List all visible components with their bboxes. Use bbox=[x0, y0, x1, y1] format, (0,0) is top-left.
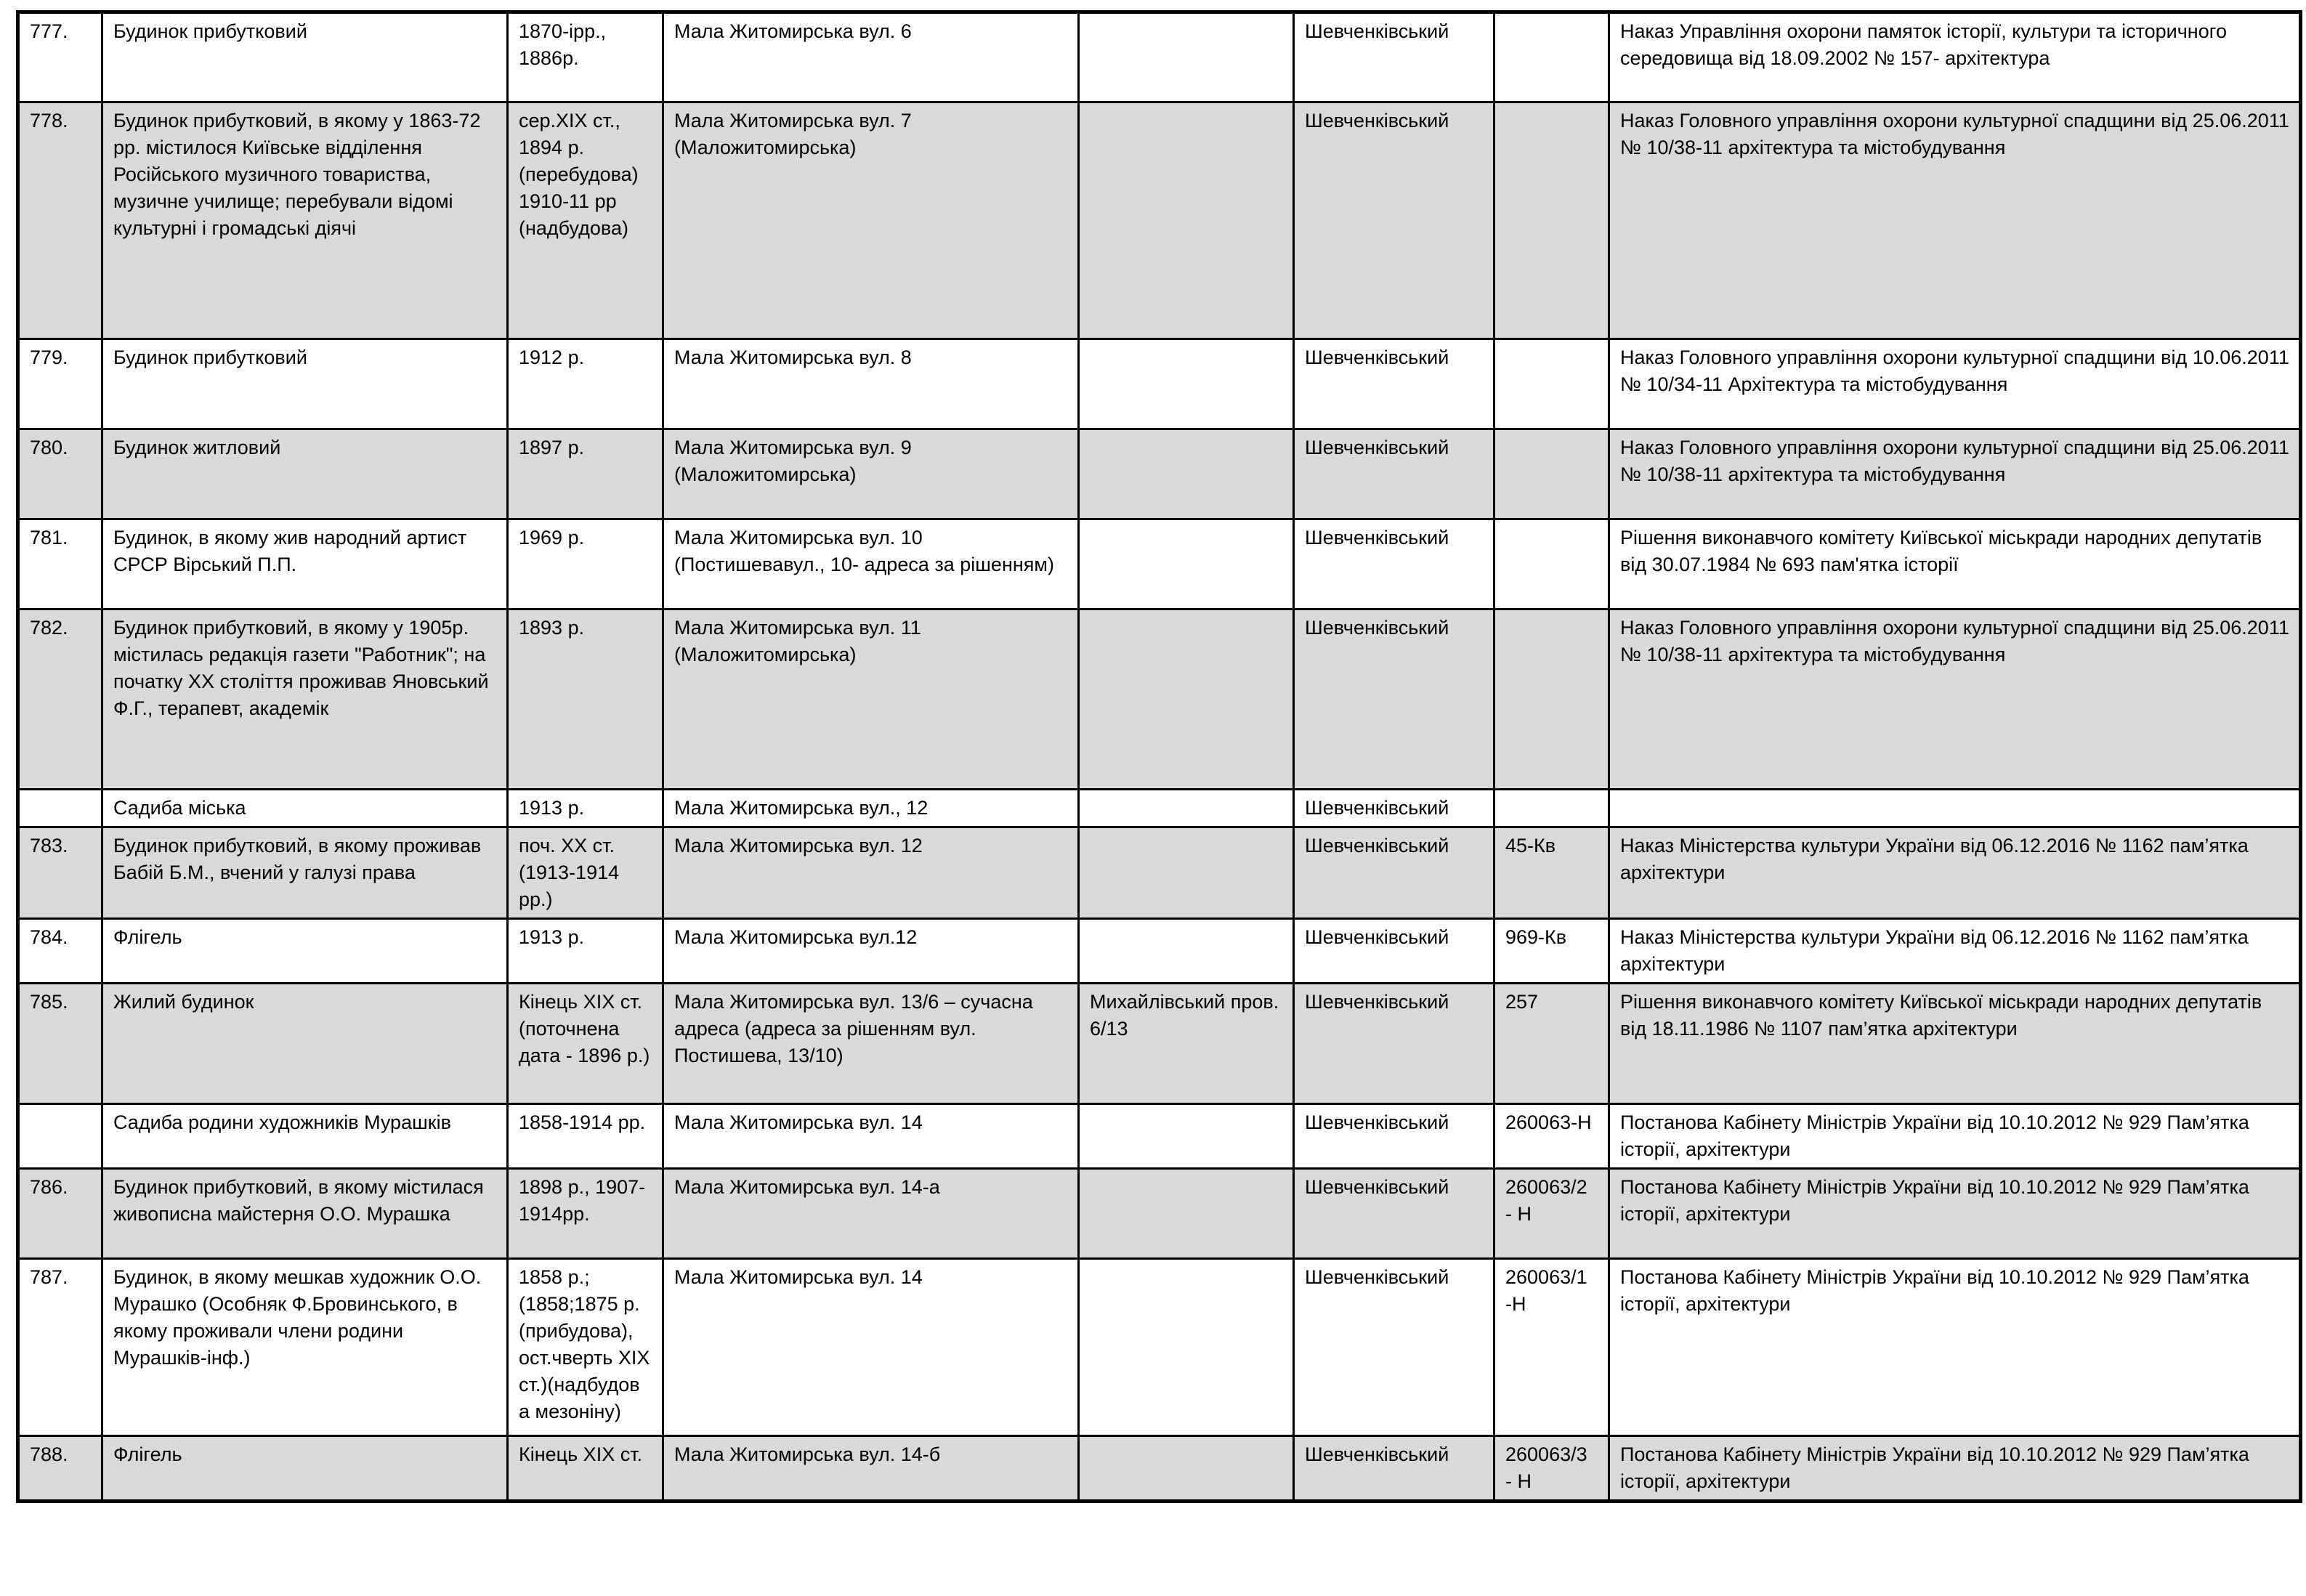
object-name: Садиба родини художників Мурашків bbox=[102, 1104, 508, 1169]
protection-code bbox=[1494, 609, 1609, 790]
table-row bbox=[18, 12, 2301, 102]
alt-address-cell: Михайлівський пров. 6/13 bbox=[1079, 984, 1294, 1104]
row-number bbox=[18, 1104, 102, 1169]
protection-code: 260063/2 - Н bbox=[1494, 1169, 1609, 1259]
row-number: 782. bbox=[18, 609, 102, 790]
object-name: Садиба міська bbox=[102, 790, 508, 827]
address-cell: Мала Житомирська вул. 13/6 – сучасна адреса (адреса за рішенням вул. Постишева, 13/10) bbox=[663, 984, 1079, 1104]
alt-address-cell bbox=[1079, 12, 1294, 102]
alt-address-cell bbox=[1079, 102, 1294, 339]
district-cell: Шевченківський bbox=[1294, 429, 1494, 519]
object-name: Будинок прибутковий, в якому у 1863-72 рр. містилося Київське відділення Російського музичного товариства, музичне училище; перебували відомі культурні і громадські діячі bbox=[102, 102, 508, 339]
table-row bbox=[18, 919, 2301, 984]
legal-document: Наказ Головного управління охорони культурної спадщини від 25.06.2011 № 10/38-11 архітектура та містобудування bbox=[1609, 609, 2301, 790]
legal-document: Наказ Міністерства культури України від 06.12.2016 № 1162 пам’ятка архітектури bbox=[1609, 827, 2301, 919]
object-name: Флігель bbox=[102, 1436, 508, 1502]
alt-address-cell bbox=[1079, 339, 1294, 429]
alt-address-cell bbox=[1079, 827, 1294, 919]
alt-address-cell bbox=[1079, 519, 1294, 609]
address-cell: Мала Житомирська вул. 10 (Постишевавул., 10- адреса за рішенням) bbox=[663, 519, 1079, 609]
table-row bbox=[18, 790, 2301, 827]
row-number: 779. bbox=[18, 339, 102, 429]
address-cell: Мала Житомирська вул., 12 bbox=[663, 790, 1079, 827]
address-cell: Мала Житомирська вул. 14 bbox=[663, 1259, 1079, 1436]
district-cell: Шевченківський bbox=[1294, 102, 1494, 339]
row-number: 784. bbox=[18, 919, 102, 984]
table-row bbox=[18, 609, 2301, 790]
table-row bbox=[18, 984, 2301, 1104]
row-number: 786. bbox=[18, 1169, 102, 1259]
address-cell: Мала Житомирська вул. 14 bbox=[663, 1104, 1079, 1169]
row-number: 778. bbox=[18, 102, 102, 339]
date-cell: сер.ХІХ ст., 1894 р. (перебудова) 1910-11 рр (надбудова) bbox=[508, 102, 663, 339]
protection-code: 257 bbox=[1494, 984, 1609, 1104]
table-row bbox=[18, 1259, 2301, 1436]
legal-document: Наказ Міністерства культури України від 06.12.2016 № 1162 пам’ятка архітектури bbox=[1609, 919, 2301, 984]
protection-code: 45-Кв bbox=[1494, 827, 1609, 919]
protection-code: 260063-Н bbox=[1494, 1104, 1609, 1169]
district-cell: Шевченківський bbox=[1294, 339, 1494, 429]
row-number: 787. bbox=[18, 1259, 102, 1436]
date-cell: 1858-1914 рр. bbox=[508, 1104, 663, 1169]
legal-document: Постанова Кабінету Міністрів України від 10.10.2012 № 929 Пам’ятка історії, архітектури bbox=[1609, 1259, 2301, 1436]
legal-document: Наказ Головного управління охорони культурної спадщини від 10.06.2011 № 10/34-11 Архітектура та містобудування bbox=[1609, 339, 2301, 429]
date-cell: Кінець ХІХ ст. (поточнена дата - 1896 р.) bbox=[508, 984, 663, 1104]
table-row bbox=[18, 1436, 2301, 1502]
district-cell: Шевченківський bbox=[1294, 519, 1494, 609]
date-cell: 1870-ірр., 1886р. bbox=[508, 12, 663, 102]
address-cell: Мала Житомирська вул. 9 (Маложитомирська) bbox=[663, 429, 1079, 519]
table-row bbox=[18, 102, 2301, 339]
protection-code bbox=[1494, 429, 1609, 519]
object-name: Жилий будинок bbox=[102, 984, 508, 1104]
date-cell: 1913 р. bbox=[508, 790, 663, 827]
protection-code bbox=[1494, 102, 1609, 339]
alt-address-cell bbox=[1079, 919, 1294, 984]
legal-document: Наказ Головного управління охорони культурної спадщини від 25.06.2011 № 10/38-11 архітектура та містобудування bbox=[1609, 102, 2301, 339]
protection-code: 969-Кв bbox=[1494, 919, 1609, 984]
alt-address-cell bbox=[1079, 790, 1294, 827]
district-cell: Шевченківський bbox=[1294, 827, 1494, 919]
row-number: 781. bbox=[18, 519, 102, 609]
object-name: Флігель bbox=[102, 919, 508, 984]
address-cell: Мала Житомирська вул. 14-б bbox=[663, 1436, 1079, 1502]
date-cell: 1969 р. bbox=[508, 519, 663, 609]
protection-code bbox=[1494, 790, 1609, 827]
district-cell: Шевченківський bbox=[1294, 1169, 1494, 1259]
object-name: Будинок прибутковий, в якому у 1905р. містилась редакція газети "Работник"; на початку ХХ століття проживав Яновський Ф.Г., терапевт, академік bbox=[102, 609, 508, 790]
date-cell: 1897 р. bbox=[508, 429, 663, 519]
table-row bbox=[18, 429, 2301, 519]
registry-body bbox=[18, 12, 2301, 1502]
district-cell: Шевченківський bbox=[1294, 609, 1494, 790]
address-cell: Мала Житомирська вул. 12 bbox=[663, 827, 1079, 919]
date-cell: 1898 р., 1907-1914рр. bbox=[508, 1169, 663, 1259]
district-cell: Шевченківський bbox=[1294, 984, 1494, 1104]
district-cell: Шевченківський bbox=[1294, 790, 1494, 827]
alt-address-cell bbox=[1079, 609, 1294, 790]
address-cell: Мала Житомирська вул. 14-а bbox=[663, 1169, 1079, 1259]
date-cell: 1913 р. bbox=[508, 919, 663, 984]
object-name: Будинок, в якому жив народний артист СРСР Вірський П.П. bbox=[102, 519, 508, 609]
address-cell: Мала Житомирська вул. 6 bbox=[663, 12, 1079, 102]
table-row bbox=[18, 519, 2301, 609]
table-row bbox=[18, 1104, 2301, 1169]
row-number: 785. bbox=[18, 984, 102, 1104]
address-cell: Мала Житомирська вул. 7 (Маложитомирська) bbox=[663, 102, 1079, 339]
date-cell: 1912 р. bbox=[508, 339, 663, 429]
alt-address-cell bbox=[1079, 1104, 1294, 1169]
address-cell: Мала Житомирська вул. 11 (Маложитомирська) bbox=[663, 609, 1079, 790]
district-cell: Шевченківський bbox=[1294, 1436, 1494, 1502]
legal-document: Постанова Кабінету Міністрів України від 10.10.2012 № 929 Пам’ятка історії, архітектури bbox=[1609, 1104, 2301, 1169]
protection-code bbox=[1494, 12, 1609, 102]
table-row bbox=[18, 339, 2301, 429]
alt-address-cell bbox=[1079, 429, 1294, 519]
protection-code: 260063/1 -Н bbox=[1494, 1259, 1609, 1436]
row-number: 783. bbox=[18, 827, 102, 919]
protection-code bbox=[1494, 339, 1609, 429]
legal-document: Рішення виконавчого комітету Київської міськради народних депутатів від 30.07.1984 № 693 пам'ятка історії bbox=[1609, 519, 2301, 609]
row-number: 788. bbox=[18, 1436, 102, 1502]
object-name: Будинок прибутковий, в якому проживав Бабій Б.М., вчений у галузі права bbox=[102, 827, 508, 919]
table-row bbox=[18, 827, 2301, 919]
row-number bbox=[18, 790, 102, 827]
address-cell: Мала Житомирська вул.12 bbox=[663, 919, 1079, 984]
row-number: 777. bbox=[18, 12, 102, 102]
legal-document: Постанова Кабінету Міністрів України від 10.10.2012 № 929 Пам’ятка історії, архітектури bbox=[1609, 1169, 2301, 1259]
object-name: Будинок прибутковий bbox=[102, 339, 508, 429]
legal-document: Постанова Кабінету Міністрів України від 10.10.2012 № 929 Пам’ятка історії, архітектури bbox=[1609, 1436, 2301, 1502]
district-cell: Шевченківський bbox=[1294, 12, 1494, 102]
row-number: 780. bbox=[18, 429, 102, 519]
date-cell: 1893 р. bbox=[508, 609, 663, 790]
district-cell: Шевченківський bbox=[1294, 919, 1494, 984]
alt-address-cell bbox=[1079, 1169, 1294, 1259]
date-cell: 1858 р.; (1858;1875 р. (прибудова), ост.чверть ХІХ ст.)(надбудов а мезоніну) bbox=[508, 1259, 663, 1436]
alt-address-cell bbox=[1079, 1436, 1294, 1502]
protection-code bbox=[1494, 519, 1609, 609]
heritage-registry-table bbox=[16, 10, 2302, 1503]
legal-document: Наказ Головного управління охорони культурної спадщини від 25.06.2011 № 10/38-11 архітектура та містобудування bbox=[1609, 429, 2301, 519]
object-name: Будинок прибутковий bbox=[102, 12, 508, 102]
address-cell: Мала Житомирська вул. 8 bbox=[663, 339, 1079, 429]
protection-code: 260063/3 - Н bbox=[1494, 1436, 1609, 1502]
table-row bbox=[18, 1169, 2301, 1259]
date-cell: Кінець ХІХ ст. bbox=[508, 1436, 663, 1502]
district-cell: Шевченківський bbox=[1294, 1104, 1494, 1169]
object-name: Будинок житловий bbox=[102, 429, 508, 519]
object-name: Будинок, в якому мешкав художник О.О. Мурашко (Особняк Ф.Бровинського, в якому проживали члени родини Мурашків-інф.) bbox=[102, 1259, 508, 1436]
date-cell: поч. ХХ ст. (1913-1914 рр.) bbox=[508, 827, 663, 919]
legal-document: Наказ Управління охорони памяток історії, культури та історичного середовища від 18.09.2002 № 157- архітектура bbox=[1609, 12, 2301, 102]
object-name: Будинок прибутковий, в якому містилася живописна майстерня О.О. Мурашка bbox=[102, 1169, 508, 1259]
district-cell: Шевченківський bbox=[1294, 1259, 1494, 1436]
legal-document bbox=[1609, 790, 2301, 827]
alt-address-cell bbox=[1079, 1259, 1294, 1436]
legal-document: Рішення виконавчого комітету Київської міськради народних депутатів від 18.11.1986 № 1107 пам’ятка архітектури bbox=[1609, 984, 2301, 1104]
